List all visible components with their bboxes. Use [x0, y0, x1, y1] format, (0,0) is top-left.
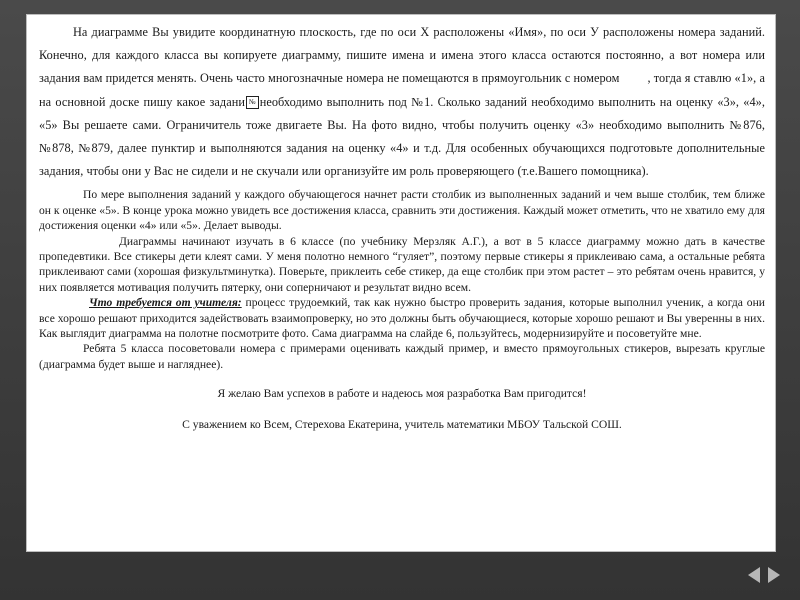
arrow-right-icon[interactable]	[768, 567, 780, 583]
teacher-requirements-label: Что требуется от учителя:	[89, 296, 242, 310]
paragraph-3: Диаграммы начинают изучать в 6 классе (по учебнику Мерзляк А.Г.), а вот в 5 классе диаграмму можно дать в качестве пропедевтики. Все стикеры дети клеят сами. У меня полотно немного “гуляет”, поэтому первые стикеры я приклеиваю сама, а остальные ребята приклеивают сами (хорошая физкультминутка). Поверьте, приклеить себе стикер, да еще столбик при этом растет – это ребятам очень нравится, у них появляется мотивация получить пятерку, они соперничают и результат видно всем.	[39, 234, 765, 294]
paragraph-1-part-b: , тогда я ставлю «1», а на основной доске пишу какое задани	[39, 71, 765, 109]
signature: С уважением ко Всем, Стерехова Екатерина, учитель математики МБОУ Тальской СОШ.	[182, 418, 622, 432]
closing-wish: Я желаю Вам успехов в работе и надеюсь моя разработка Вам пригодится!	[217, 387, 587, 401]
paragraph-1	[39, 21, 765, 183]
number-badge: №	[246, 96, 259, 109]
document-page	[26, 14, 776, 552]
paragraph-1-part-a: На диаграмме Вы увидите координатную плоскость, где по оси Х расположены «Имя», по оси У расположены номера заданий. Конечно, для каждого класса вы копируете диаграмму, пишите имена и имена этого класса остаются постоянно, а вот номера или задания вам придется менять. Очень часто многозначные номера не помещаются в прямоугольник с номером	[39, 25, 765, 86]
arrow-left-icon[interactable]	[748, 567, 760, 583]
paragraph-4	[39, 295, 765, 341]
paragraph-1-part-c: необходимо выполнить под №1. Сколько заданий необходимо выполнить на оценку «3», «4», «5» Вы решаете сами. Ограничитель тоже двигаете Вы. На фото видно, чтобы получить оценку «3» необходимо выполнить №876, №878, №879, далее пунктир и выполняются задания на оценку «4» и т.д. Для особенных обучающихся подготовьте дополнительные задания, чтобы они у Вас не сидели и не скучали или организуйте им роль проверяющего (т.е.Вашего помощника).	[39, 94, 765, 179]
slide-navigation	[744, 560, 792, 590]
paragraph-2: По мере выполнения заданий у каждого обучающегося начнет расти столбик из выполненных заданий и чем выше столбик, тем ближе он к оценке «5». В конце урока можно увидеть все достижения класса, сравнить эти достижения. Каждый может отметить, что не хватило ему для достижения оценки «4» или «5». Делает выводы.	[39, 188, 765, 233]
paragraph-5: Ребята 5 класса посоветовали номера с примерами оценивать каждый пример, и вместо прямоугольных стикеров, вырезать круглые (диаграмма будет выше и нагляднее).	[39, 342, 765, 371]
teacher-requirements-text: процесс трудоемкий, так как нужно быстро проверить задания, которые выполнил ученик, а когда они все хорошо решают приходится задействовать взаимопроверку, но это должны быть обучающиеся, которые хорошо решают и Вы уверенны в них. Как выглядит диаграмма на полотне посмотрите фото. Сама диаграмма на слайде 6, пользуйтесь, модернизируйте и посоветуйте мне.	[39, 296, 765, 341]
